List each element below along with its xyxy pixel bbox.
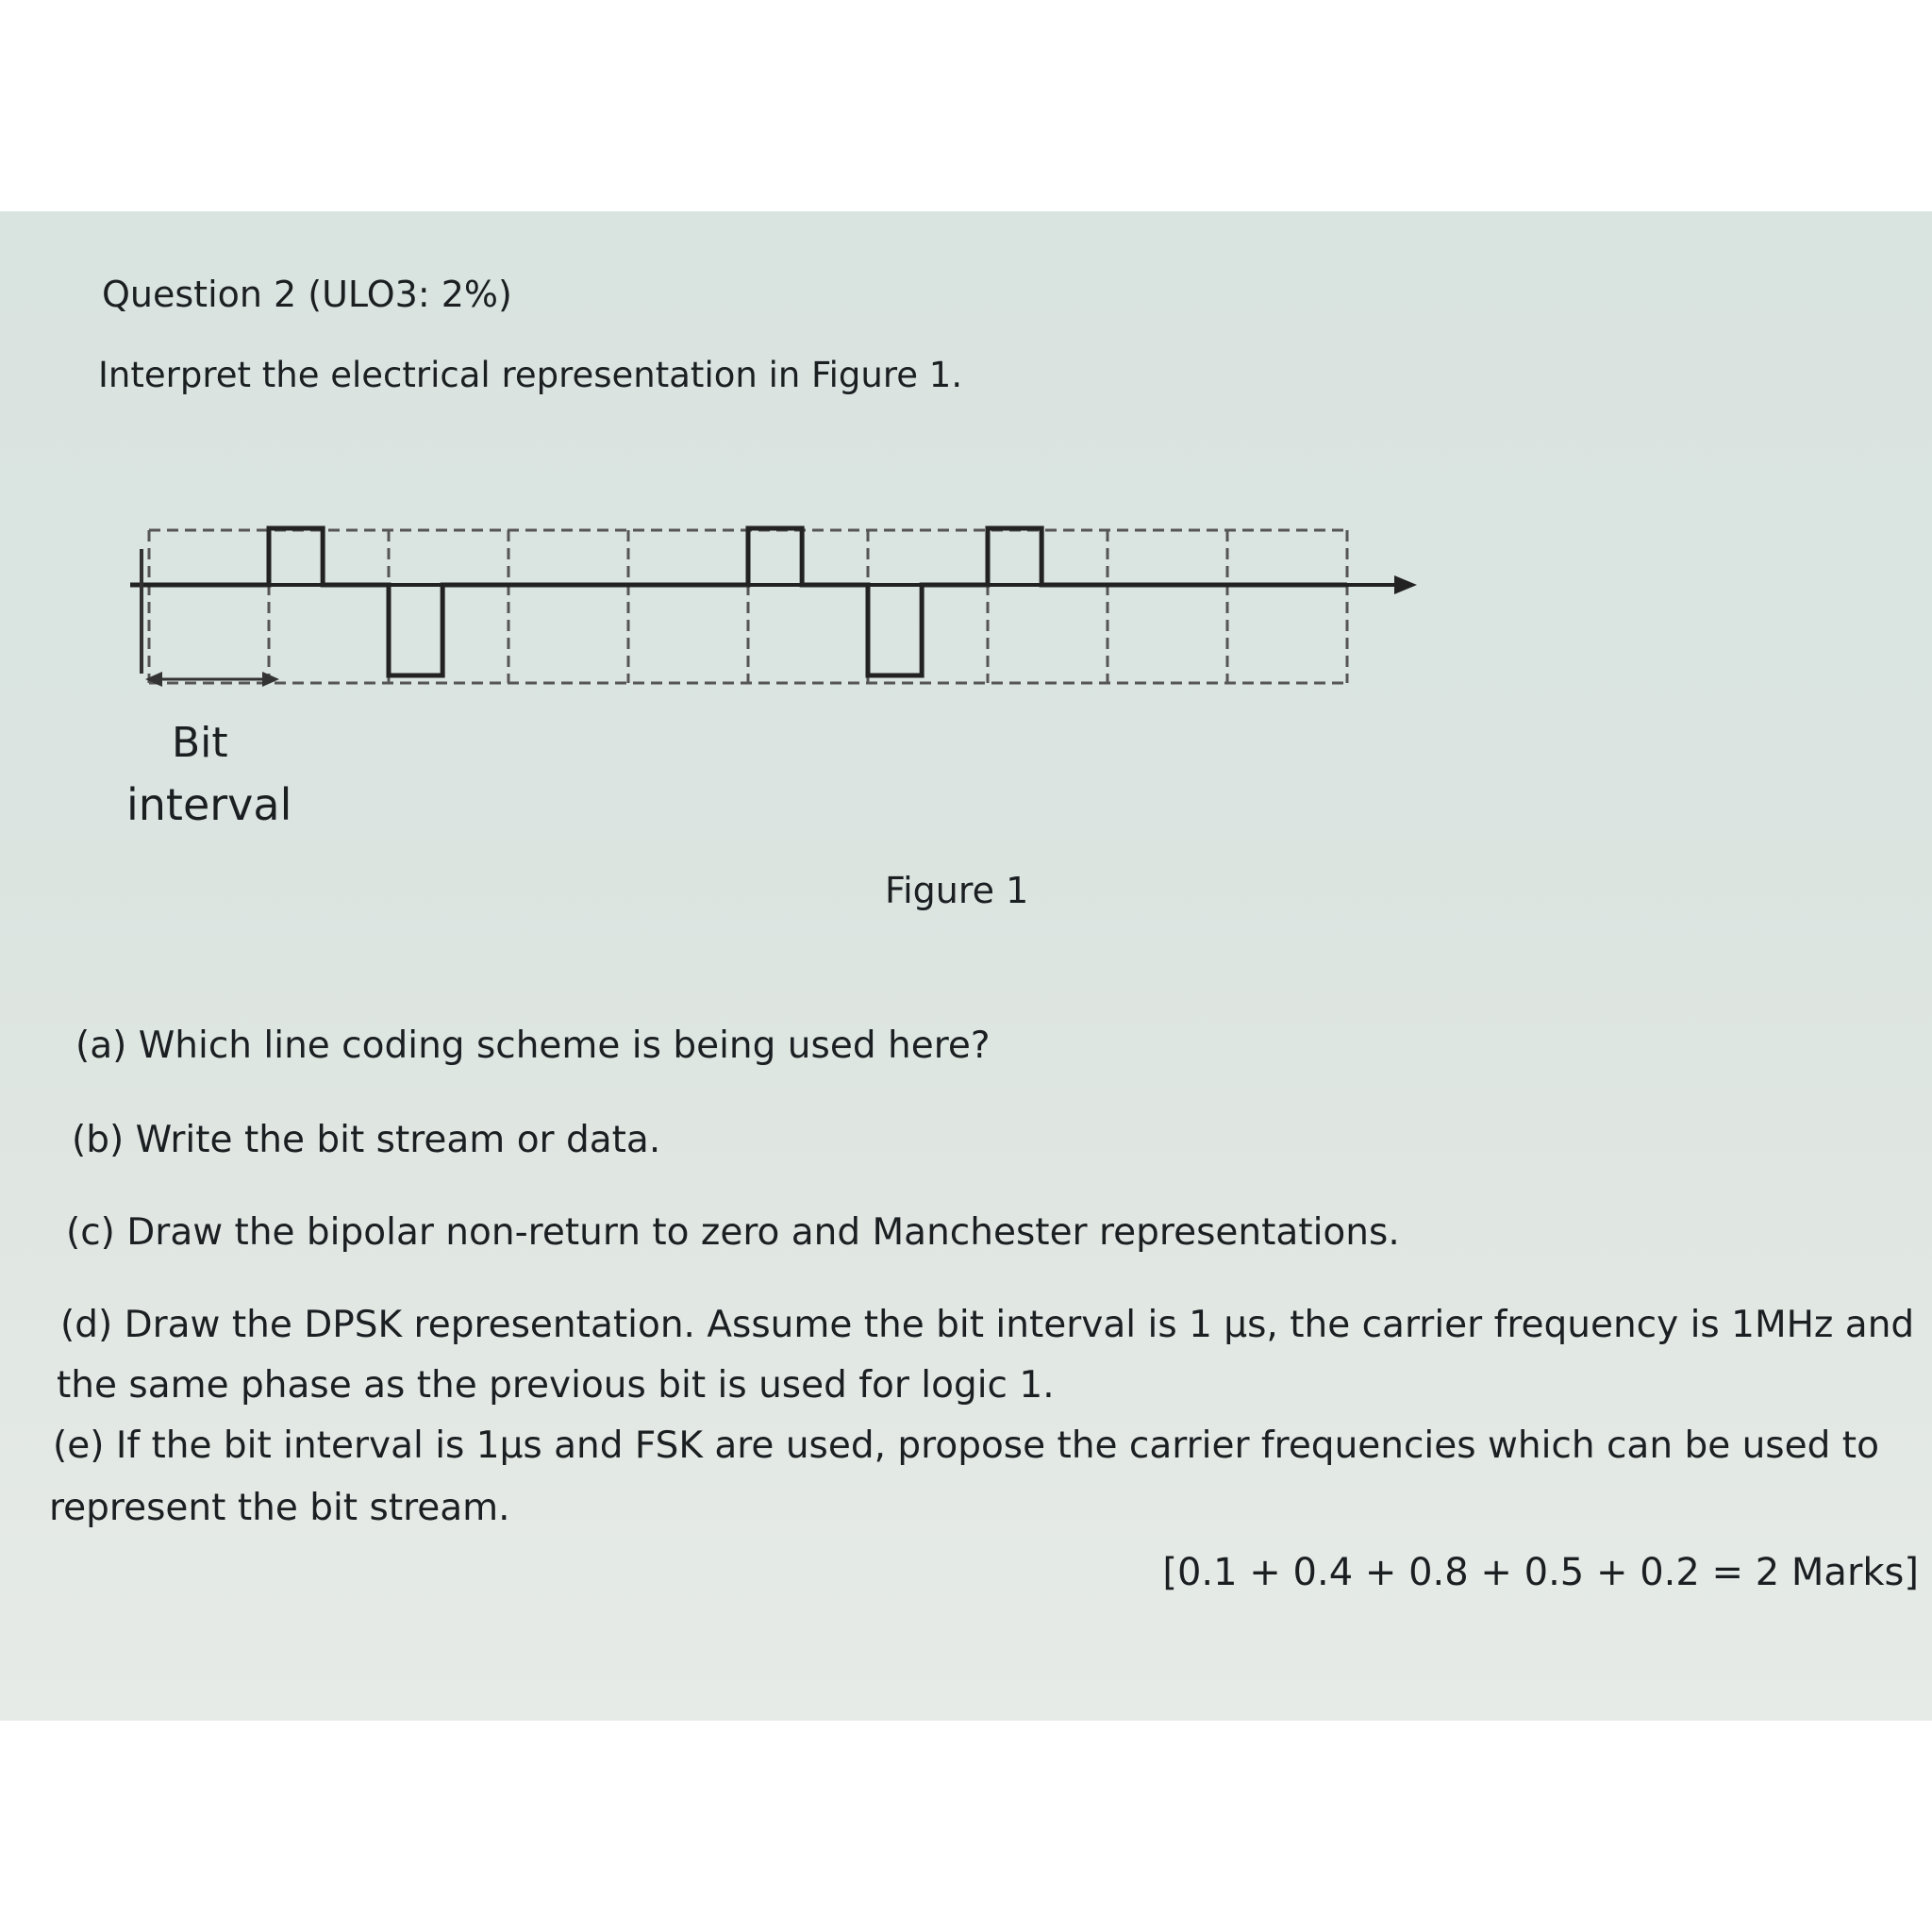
question-part-a: (a) Which line coding scheme is being used here?: [75, 1024, 991, 1067]
waveform-signal: [130, 528, 1347, 675]
axis-arrowhead: [1394, 575, 1417, 594]
question-part-e-line2: represent the bit stream.: [49, 1487, 510, 1529]
question-part-d-line1: (d) Draw the DPSK representation. Assume the bit interval is 1 μs, the carrier frequency is 1MHz and: [60, 1304, 1915, 1346]
figure-caption: Figure 1: [885, 870, 1029, 911]
question-part-b: (b) Write the bit stream or data.: [72, 1119, 661, 1161]
bit-interval-label-interval: interval: [126, 779, 292, 830]
question-part-e-line1: (e) If the bit interval is 1μs and FSK are used, propose the carrier frequencies which can be used to: [53, 1424, 1879, 1467]
marks-breakdown: [0.1 + 0.4 + 0.8 + 0.5 + 0.2 = 2 Marks]: [1162, 1551, 1919, 1594]
question-part-d-line2: the same phase as the previous bit is used for logic 1.: [57, 1364, 1055, 1407]
question-part-c: (c) Draw the bipolar non-return to zero and Manchester representations.: [66, 1211, 1400, 1254]
question-intro: Interpret the electrical representation in Figure 1.: [98, 355, 963, 395]
bit-interval-label-bit: Bit: [172, 719, 228, 767]
question-title: Question 2 (ULO3: 2%): [102, 274, 512, 315]
bit-interval-double-arrow: [142, 660, 330, 698]
question-sheet: [0, 211, 1932, 1721]
